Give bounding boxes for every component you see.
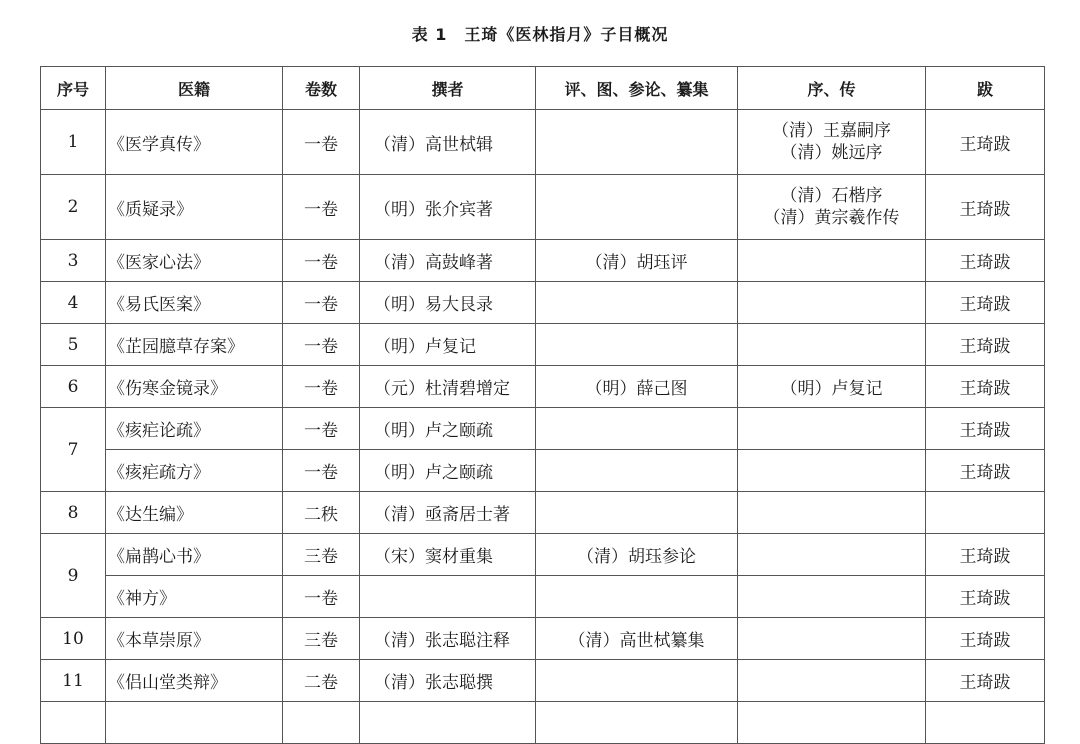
cell-book: 《达生编》	[106, 492, 283, 534]
cell-postscript: 王琦跋	[926, 576, 1045, 618]
cell-preface	[738, 110, 926, 175]
cell-postscript	[926, 492, 1045, 534]
table-row	[41, 408, 1045, 450]
cell-preface	[738, 240, 926, 282]
cell-author: （明）易大艮录	[360, 282, 536, 324]
cell-preface	[738, 576, 926, 618]
cell-book: 《扁鹊心书》	[106, 534, 283, 576]
preface-line: （清）姚远序	[780, 143, 883, 163]
cell-preface	[738, 175, 926, 240]
cell-number: 6	[41, 366, 106, 408]
cell-number: 11	[41, 660, 106, 702]
cell-commentary	[536, 450, 738, 492]
header-preface: 序、传	[738, 67, 926, 110]
cell-volumes: 一卷	[283, 175, 360, 240]
table-row	[41, 576, 1045, 618]
cell-number: 2	[41, 175, 106, 240]
cell-commentary: （清）高世栻纂集	[536, 618, 738, 660]
cell-author	[360, 576, 536, 618]
table-row	[41, 492, 1045, 534]
cell-book: 《易氏医案》	[106, 282, 283, 324]
cell-number: 9	[41, 534, 106, 618]
cell-commentary	[536, 175, 738, 240]
cell-commentary: （清）胡珏评	[536, 240, 738, 282]
table-row-truncated	[41, 702, 1045, 744]
cell-commentary: （清）胡珏参论	[536, 534, 738, 576]
cell-postscript: 王琦跋	[926, 366, 1045, 408]
header-commentary: 评、图、参论、纂集	[536, 67, 738, 110]
cell-volumes: 二卷	[283, 660, 360, 702]
preface-line: （清）石楷序	[780, 186, 883, 206]
cell-book: 《痎疟论疏》	[106, 408, 283, 450]
header-row	[41, 67, 1045, 110]
cell-volumes: 二秩	[283, 492, 360, 534]
cell-postscript: 王琦跋	[926, 408, 1045, 450]
cell-volumes: 一卷	[283, 110, 360, 175]
cell-preface	[738, 534, 926, 576]
cell-postscript: 王琦跋	[926, 660, 1045, 702]
cell-commentary	[536, 282, 738, 324]
cell-postscript: 王琦跋	[926, 618, 1045, 660]
cell-postscript: 王琦跋	[926, 534, 1045, 576]
table-row	[41, 534, 1045, 576]
table-row	[41, 660, 1045, 702]
cell-commentary	[536, 408, 738, 450]
cell-book: 《侣山堂类辩》	[106, 660, 283, 702]
cell-volumes: 一卷	[283, 450, 360, 492]
cell-volumes: 一卷	[283, 324, 360, 366]
cell-author: （明）张介宾著	[360, 175, 536, 240]
cell-postscript: 王琦跋	[926, 450, 1045, 492]
cell-author: （明）卢之颐疏	[360, 450, 536, 492]
table-row	[41, 175, 1045, 240]
cell-book: 《伤寒金镜录》	[106, 366, 283, 408]
cell-book: 《本草崇原》	[106, 618, 283, 660]
header-postscript: 跋	[926, 67, 1045, 110]
cell-volumes: 三卷	[283, 618, 360, 660]
header-volumes: 卷数	[283, 67, 360, 110]
cell-author: （元）杜清碧增定	[360, 366, 536, 408]
cell-number: 1	[41, 110, 106, 175]
cell-preface	[738, 408, 926, 450]
cell-author: （清）亟斋居士著	[360, 492, 536, 534]
cell-commentary	[536, 576, 738, 618]
cell-postscript: 王琦跋	[926, 240, 1045, 282]
header-book: 医籍	[106, 67, 283, 110]
cell-preface	[738, 492, 926, 534]
cell-preface	[738, 324, 926, 366]
cell-book: 《医家心法》	[106, 240, 283, 282]
cell-postscript: 王琦跋	[926, 282, 1045, 324]
cell-number: 8	[41, 492, 106, 534]
cell-volumes: 一卷	[283, 282, 360, 324]
sub-item-table	[40, 66, 1045, 744]
cell-postscript: 王琦跋	[926, 175, 1045, 240]
cell-postscript: 王琦跋	[926, 324, 1045, 366]
cell-preface	[738, 450, 926, 492]
cell-author: （清）高鼓峰著	[360, 240, 536, 282]
table-row	[41, 450, 1045, 492]
cell-book: 《痎疟疏方》	[106, 450, 283, 492]
table-row	[41, 366, 1045, 408]
cell-volumes: 一卷	[283, 576, 360, 618]
cell-author: （清）张志聪撰	[360, 660, 536, 702]
cell-volumes: 一卷	[283, 366, 360, 408]
cell-number: 3	[41, 240, 106, 282]
cell-commentary	[536, 492, 738, 534]
cell-number: 10	[41, 618, 106, 660]
table-row	[41, 324, 1045, 366]
preface-line: （清）黄宗羲作传	[763, 208, 900, 228]
cell-volumes: 三卷	[283, 534, 360, 576]
cell-commentary	[536, 324, 738, 366]
cell-preface	[738, 618, 926, 660]
cell-preface	[738, 660, 926, 702]
cell-book: 《质疑录》	[106, 175, 283, 240]
cell-book: 《神方》	[106, 576, 283, 618]
table-row	[41, 110, 1045, 175]
cell-author: （清）张志聪注释	[360, 618, 536, 660]
cell-author: （明）卢复记	[360, 324, 536, 366]
header-number: 序号	[41, 67, 106, 110]
table-row	[41, 618, 1045, 660]
preface-line: （清）王嘉嗣序	[772, 121, 891, 141]
cell-preface	[738, 282, 926, 324]
cell-commentary: （明）薛己图	[536, 366, 738, 408]
cell-commentary	[536, 110, 738, 175]
cell-number: 7	[41, 408, 106, 492]
cell-postscript: 王琦跋	[926, 110, 1045, 175]
cell-volumes: 一卷	[283, 408, 360, 450]
cell-book: 《芷园臆草存案》	[106, 324, 283, 366]
cell-number: 4	[41, 282, 106, 324]
cell-volumes: 一卷	[283, 240, 360, 282]
cell-author: （宋）窦材重集	[360, 534, 536, 576]
table-row	[41, 240, 1045, 282]
cell-preface: （明）卢复记	[738, 366, 926, 408]
cell-commentary	[536, 660, 738, 702]
table-row	[41, 282, 1045, 324]
cell-book: 《医学真传》	[106, 110, 283, 175]
cell-author: （清）高世栻辑	[360, 110, 536, 175]
header-author: 撰者	[360, 67, 536, 110]
cell-author: （明）卢之颐疏	[360, 408, 536, 450]
cell-number: 5	[41, 324, 106, 366]
table-caption: 表 1 王琦《医林指月》子目概况	[411, 25, 669, 44]
